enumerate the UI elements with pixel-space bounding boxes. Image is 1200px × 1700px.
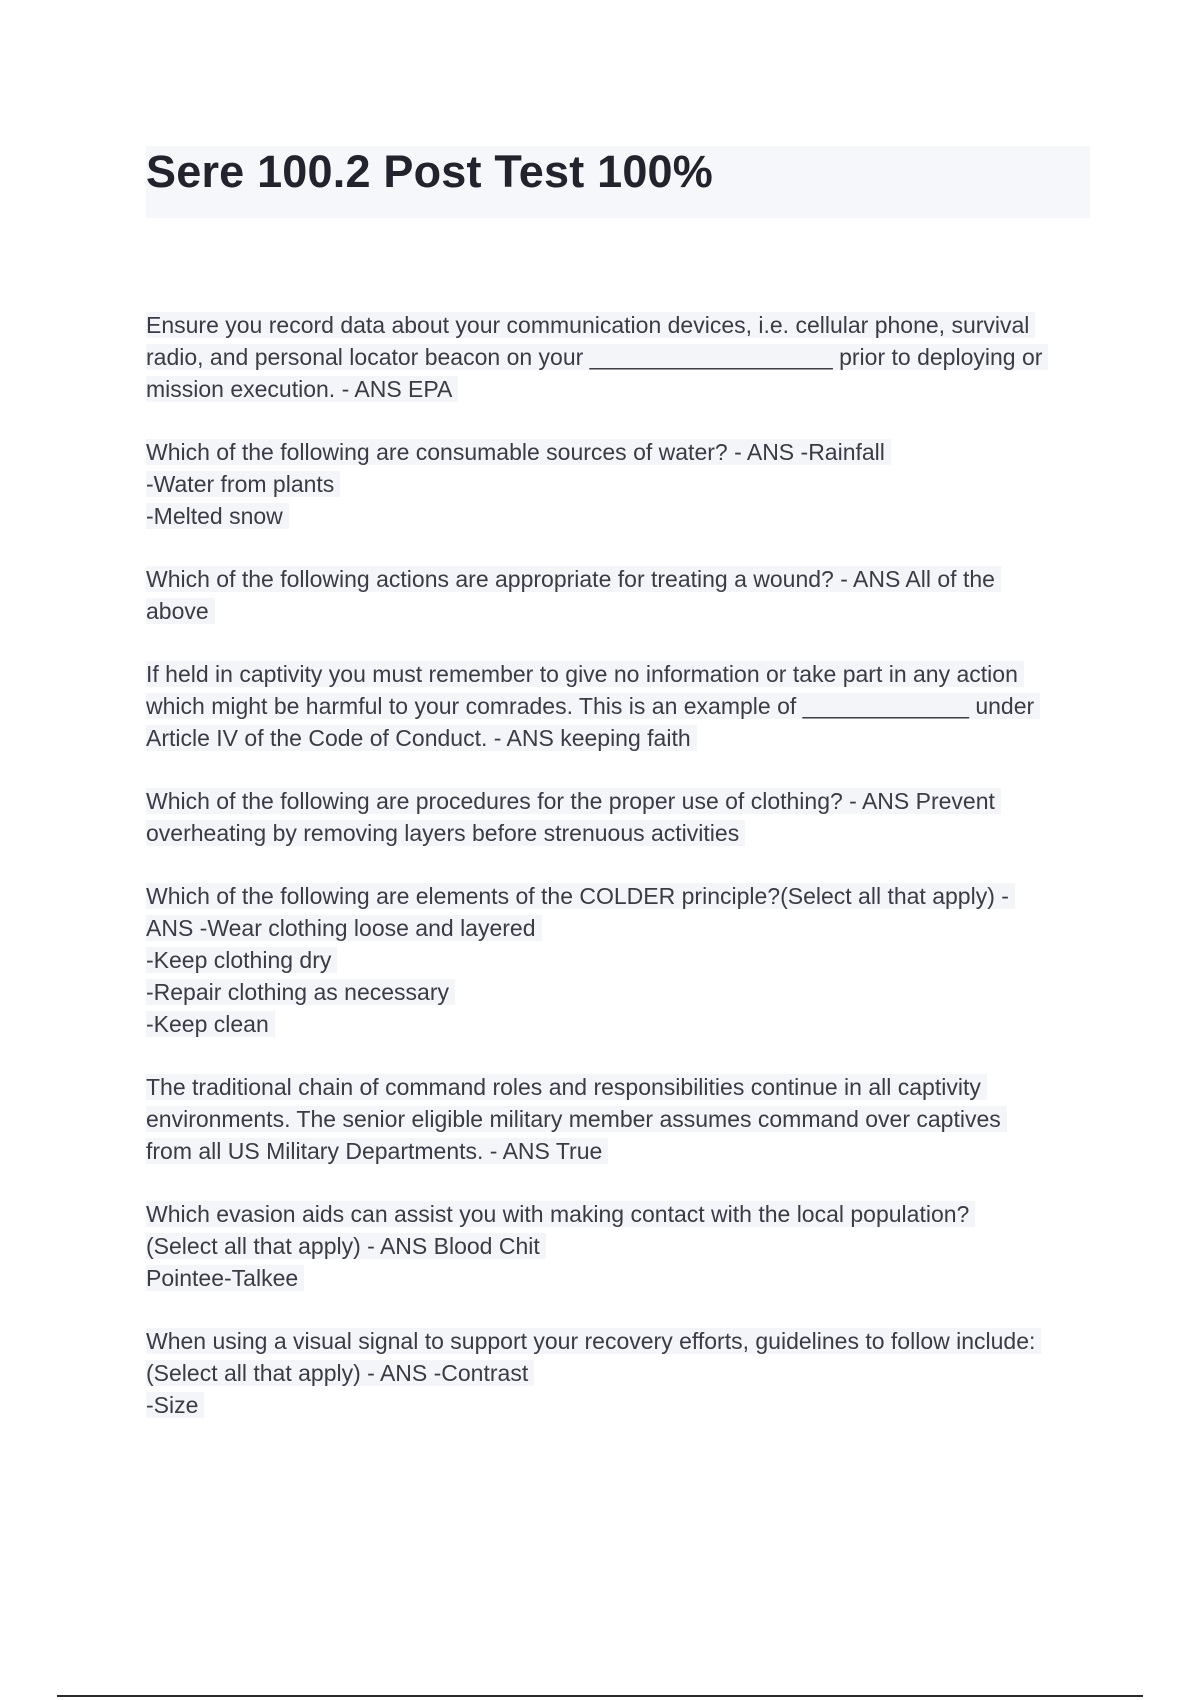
question-answer-item <box>146 1071 1096 1167</box>
question-answer-line <box>146 595 1096 627</box>
question-answer-item <box>146 563 1096 627</box>
question-answer-text: -Repair clothing as necessary <box>146 979 455 1005</box>
question-answer-list <box>146 309 1096 1452</box>
question-answer-text: -Melted snow <box>146 503 289 529</box>
question-answer-text: from all US Military Departments. - ANS True <box>146 1138 608 1164</box>
question-answer-line <box>146 658 1096 690</box>
question-answer-item <box>146 658 1096 754</box>
question-answer-text: overheating by removing layers before strenuous activities <box>146 820 745 846</box>
question-answer-line <box>146 722 1096 754</box>
question-answer-text: Which evasion aids can assist you with making contact with the local population? <box>146 1201 975 1227</box>
question-answer-line <box>146 817 1096 849</box>
question-answer-line <box>146 1198 1096 1230</box>
question-answer-text: When using a visual signal to support your recovery efforts, guidelines to follow include: <box>146 1328 1041 1354</box>
question-answer-line <box>146 563 1096 595</box>
question-answer-line <box>146 373 1096 405</box>
question-answer-text: (Select all that apply) - ANS Blood Chit <box>146 1233 546 1259</box>
question-answer-text: ANS -Wear clothing loose and layered <box>146 915 542 941</box>
question-answer-line <box>146 309 1096 341</box>
question-answer-text: Ensure you record data about your communication devices, i.e. cellular phone, survival <box>146 312 1035 338</box>
question-answer-line <box>146 1008 1096 1040</box>
question-answer-line <box>146 690 1096 722</box>
question-answer-line <box>146 1262 1096 1294</box>
question-answer-text: Which of the following are procedures for the proper use of clothing? - ANS Prevent <box>146 788 1001 814</box>
question-answer-text: Which of the following are consumable sources of water? - ANS -Rainfall <box>146 439 891 465</box>
question-answer-text: environments. The senior eligible military member assumes command over captives <box>146 1106 1007 1132</box>
question-answer-line <box>146 976 1096 1008</box>
question-answer-text: Which of the following are elements of the COLDER principle?(Select all that apply) - <box>146 883 1015 909</box>
question-answer-line <box>146 341 1096 373</box>
question-answer-line <box>146 1389 1096 1421</box>
question-answer-item <box>146 1198 1096 1294</box>
question-answer-line <box>146 880 1096 912</box>
question-answer-line <box>146 1230 1096 1262</box>
question-answer-line <box>146 1357 1096 1389</box>
question-answer-text: (Select all that apply) - ANS -Contrast <box>146 1360 534 1386</box>
question-answer-text: -Size <box>146 1392 204 1418</box>
question-answer-text: above <box>146 598 215 624</box>
question-answer-item <box>146 785 1096 849</box>
question-answer-line <box>146 1103 1096 1135</box>
question-answer-text: mission execution. - ANS EPA <box>146 376 458 402</box>
question-answer-text: -Keep clean <box>146 1011 275 1037</box>
page-bottom-rule <box>57 1695 1143 1697</box>
question-answer-line <box>146 1071 1096 1103</box>
question-answer-item <box>146 880 1096 1040</box>
question-answer-line <box>146 944 1096 976</box>
page-title: Sere 100.2 Post Test 100% <box>146 146 713 197</box>
question-answer-item <box>146 1325 1096 1421</box>
question-answer-item <box>146 309 1096 405</box>
question-answer-line <box>146 1135 1096 1167</box>
question-answer-text: which might be harmful to your comrades. This is an example of _____________ under <box>146 693 1040 719</box>
question-answer-line <box>146 468 1096 500</box>
question-answer-text: Pointee-Talkee <box>146 1265 304 1291</box>
question-answer-line <box>146 912 1096 944</box>
question-answer-item <box>146 436 1096 532</box>
question-answer-text: Which of the following actions are appropriate for treating a wound? - ANS All of the <box>146 566 1001 592</box>
question-answer-line <box>146 1325 1096 1357</box>
question-answer-text: If held in captivity you must remember to give no information or take part in any action <box>146 661 1024 687</box>
question-answer-line <box>146 500 1096 532</box>
question-answer-line <box>146 436 1096 468</box>
question-answer-text: Article IV of the Code of Conduct. - ANS keeping faith <box>146 725 697 751</box>
question-answer-text: The traditional chain of command roles and responsibilities continue in all captivity <box>146 1074 987 1100</box>
question-answer-text: -Keep clothing dry <box>146 947 337 973</box>
question-answer-text: radio, and personal locator beacon on your ___________________ prior to deploying or <box>146 344 1048 370</box>
question-answer-line <box>146 785 1096 817</box>
question-answer-text: -Water from plants <box>146 471 340 497</box>
